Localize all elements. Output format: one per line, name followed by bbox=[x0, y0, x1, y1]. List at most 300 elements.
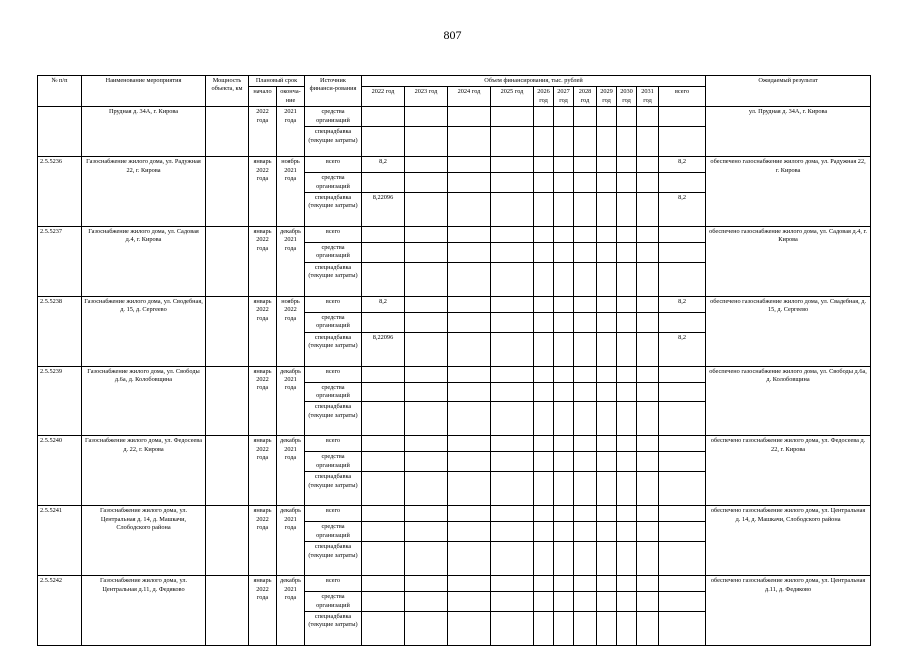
amount-cell bbox=[617, 227, 637, 243]
amount-cell bbox=[448, 611, 491, 645]
amount-cell bbox=[534, 382, 554, 402]
item-number bbox=[38, 107, 82, 157]
amount-cell bbox=[534, 402, 554, 436]
amount-cell bbox=[597, 262, 617, 296]
amount-cell bbox=[534, 243, 554, 263]
source-org: средства организаций bbox=[305, 522, 362, 542]
amount-cell bbox=[617, 332, 637, 366]
item-end: декабрь 2021 года bbox=[277, 366, 305, 436]
item-capacity bbox=[206, 227, 249, 297]
item-number: 2.5.5237 bbox=[38, 227, 82, 297]
page-number: 807 bbox=[443, 28, 462, 42]
amount-cell bbox=[637, 366, 659, 382]
amount-cell bbox=[554, 262, 574, 296]
amount-cell bbox=[637, 506, 659, 522]
amount-2022 bbox=[362, 522, 405, 542]
amount-cell bbox=[574, 382, 597, 402]
source-total: всего bbox=[305, 227, 362, 243]
item-end: ноябрь 2021 года bbox=[277, 157, 305, 227]
source-total: всего bbox=[305, 576, 362, 592]
header-year-total: всего bbox=[659, 87, 706, 107]
amount-cell bbox=[554, 366, 574, 382]
amount-cell bbox=[448, 332, 491, 366]
amount-cell bbox=[597, 332, 617, 366]
amount-total bbox=[659, 243, 706, 263]
amount-cell bbox=[554, 522, 574, 542]
amount-cell bbox=[405, 173, 448, 193]
amount-cell bbox=[491, 296, 534, 312]
header-year-2022: 2022 год bbox=[362, 87, 405, 107]
source-spec: спецнадбавка (текущие затраты) bbox=[305, 402, 362, 436]
table-row bbox=[38, 157, 871, 173]
item-start: январь 2022 года bbox=[249, 366, 277, 436]
amount-cell bbox=[597, 576, 617, 592]
amount-cell bbox=[574, 506, 597, 522]
source-spec: спецнадбавка (текущие затраты) bbox=[305, 193, 362, 227]
amount-cell bbox=[574, 262, 597, 296]
amount-cell bbox=[491, 227, 534, 243]
amount-cell bbox=[637, 127, 659, 157]
amount-cell bbox=[597, 436, 617, 452]
amount-cell bbox=[554, 193, 574, 227]
amount-cell bbox=[491, 402, 534, 436]
amount-cell bbox=[617, 243, 637, 263]
amount-cell bbox=[448, 452, 491, 472]
item-capacity bbox=[206, 366, 249, 436]
item-result: обеспечено газоснабжение жилого дома, ул. Центральная д.11, д. Федяково bbox=[706, 576, 871, 646]
amount-cell bbox=[554, 127, 574, 157]
amount-cell bbox=[637, 173, 659, 193]
amount-cell bbox=[534, 262, 554, 296]
source-org: средства организаций bbox=[305, 173, 362, 193]
amount-cell bbox=[448, 296, 491, 312]
amount-2022 bbox=[362, 382, 405, 402]
amount-cell bbox=[597, 452, 617, 472]
amount-2022 bbox=[362, 592, 405, 612]
amount-cell bbox=[574, 127, 597, 157]
amount-cell bbox=[597, 127, 617, 157]
source-spec: спецнадбавка (текущие затраты) bbox=[305, 127, 362, 157]
amount-cell bbox=[448, 506, 491, 522]
header-year-2030: 2030 год bbox=[617, 87, 637, 107]
amount-cell bbox=[554, 576, 574, 592]
amount-cell bbox=[637, 472, 659, 506]
amount-cell bbox=[491, 382, 534, 402]
amount-cell bbox=[637, 107, 659, 127]
amount-cell bbox=[597, 522, 617, 542]
amount-cell bbox=[448, 382, 491, 402]
amount-cell bbox=[534, 472, 554, 506]
amount-cell bbox=[597, 193, 617, 227]
amount-cell bbox=[617, 472, 637, 506]
amount-cell bbox=[491, 436, 534, 452]
amount-cell bbox=[554, 296, 574, 312]
amount-cell bbox=[534, 193, 554, 227]
source-org: средства организаций bbox=[305, 107, 362, 127]
amount-total bbox=[659, 262, 706, 296]
amount-cell bbox=[554, 382, 574, 402]
item-name: Газоснабжение жилого дома, ул. Свободы д.6а, д. Колобовщина bbox=[82, 366, 206, 436]
amount-cell bbox=[534, 173, 554, 193]
amount-cell bbox=[362, 127, 405, 157]
table-row bbox=[38, 576, 871, 592]
amount-2022 bbox=[362, 506, 405, 522]
item-end: декабрь 2021 года bbox=[277, 576, 305, 646]
amount-cell bbox=[554, 312, 574, 332]
header-year-2027: 2027 год bbox=[554, 87, 574, 107]
source-spec: спецнадбавка (текущие затраты) bbox=[305, 262, 362, 296]
amount-cell bbox=[597, 243, 617, 263]
table-row bbox=[38, 227, 871, 243]
amount-cell bbox=[574, 173, 597, 193]
amount-cell bbox=[574, 402, 597, 436]
amount-cell bbox=[574, 472, 597, 506]
source-spec: спецнадбавка (текущие затраты) bbox=[305, 542, 362, 576]
amount-cell bbox=[405, 382, 448, 402]
amount-cell bbox=[597, 107, 617, 127]
amount-cell bbox=[574, 107, 597, 127]
item-end: декабрь 2021 года bbox=[277, 436, 305, 506]
item-start: январь 2022 года bbox=[249, 576, 277, 646]
item-number: 2.5.5240 bbox=[38, 436, 82, 506]
amount-cell bbox=[597, 312, 617, 332]
amount-cell bbox=[534, 576, 554, 592]
amount-cell bbox=[617, 262, 637, 296]
item-result: обеспечено газоснабжение жилого дома, ул. Радужная 22, г. Кирова bbox=[706, 157, 871, 227]
amount-total: 8,2 bbox=[659, 296, 706, 312]
amount-2022 bbox=[362, 227, 405, 243]
amount-cell bbox=[448, 262, 491, 296]
item-number: 2.5.5238 bbox=[38, 296, 82, 366]
amount-cell bbox=[574, 576, 597, 592]
item-capacity bbox=[206, 576, 249, 646]
amount-cell bbox=[574, 611, 597, 645]
amount-2022 bbox=[362, 262, 405, 296]
amount-cell bbox=[405, 296, 448, 312]
amount-2022 bbox=[362, 173, 405, 193]
header-term-start: начало bbox=[249, 87, 277, 107]
amount-2022 bbox=[362, 436, 405, 452]
amount-cell bbox=[405, 506, 448, 522]
amount-cell bbox=[554, 157, 574, 173]
amount-2022 bbox=[362, 366, 405, 382]
amount-cell bbox=[448, 243, 491, 263]
amount-cell bbox=[617, 522, 637, 542]
amount-cell bbox=[448, 127, 491, 157]
header-year-2023: 2023 год bbox=[405, 87, 448, 107]
amount-total: 8,2 bbox=[659, 332, 706, 366]
amount-cell bbox=[491, 243, 534, 263]
amount-cell bbox=[405, 522, 448, 542]
amount-total bbox=[659, 436, 706, 452]
amount-cell bbox=[405, 592, 448, 612]
amount-cell bbox=[491, 472, 534, 506]
table-row bbox=[38, 436, 871, 452]
header-funding: Объем финансирования, тыс. рублей bbox=[362, 76, 706, 87]
amount-cell bbox=[617, 127, 637, 157]
amount-cell bbox=[534, 542, 554, 576]
amount-cell bbox=[637, 382, 659, 402]
amount-cell bbox=[405, 402, 448, 436]
item-result: обеспечено газоснабжение жилого дома, ул. Федосеева д. 22, г. Кирова bbox=[706, 436, 871, 506]
amount-cell bbox=[637, 262, 659, 296]
table-row bbox=[38, 366, 871, 382]
source-total: всего bbox=[305, 506, 362, 522]
amount-cell bbox=[597, 402, 617, 436]
amount-cell bbox=[617, 611, 637, 645]
item-result: обеспечено газоснабжение жилого дома, ул. Садовая д.4, г. Кирова bbox=[706, 227, 871, 297]
item-start: январь 2022 года bbox=[249, 506, 277, 576]
amount-cell bbox=[491, 576, 534, 592]
item-start: январь 2022 года bbox=[249, 157, 277, 227]
amount-cell bbox=[617, 592, 637, 612]
header-year-2028: 2028 год bbox=[574, 87, 597, 107]
amount-total bbox=[659, 452, 706, 472]
amount-cell bbox=[637, 452, 659, 472]
amount-2022: 8,2 bbox=[362, 296, 405, 312]
item-name: Прудная д. 34А, г. Кирова bbox=[82, 107, 206, 157]
amount-2022 bbox=[362, 312, 405, 332]
amount-cell bbox=[534, 506, 554, 522]
item-name: Газоснабжение жилого дома, ул. Федосеева д. 22, г. Кирова bbox=[82, 436, 206, 506]
amount-total bbox=[659, 227, 706, 243]
amount-cell bbox=[554, 452, 574, 472]
amount-cell bbox=[448, 522, 491, 542]
amount-cell bbox=[534, 157, 554, 173]
item-number: 2.5.5236 bbox=[38, 157, 82, 227]
amount-cell bbox=[637, 576, 659, 592]
amount-cell bbox=[597, 157, 617, 173]
amount-cell bbox=[574, 157, 597, 173]
amount-2022: 8,2 bbox=[362, 157, 405, 173]
item-result: обеспечено газоснабжение жилого дома, ул. Свадебная, д. 15, д. Сергеево bbox=[706, 296, 871, 366]
amount-cell bbox=[574, 227, 597, 243]
amount-cell bbox=[637, 542, 659, 576]
amount-cell bbox=[534, 436, 554, 452]
amount-cell bbox=[448, 227, 491, 243]
amount-cell bbox=[405, 332, 448, 366]
item-capacity bbox=[206, 436, 249, 506]
amount-cell bbox=[491, 592, 534, 612]
amount-cell bbox=[637, 243, 659, 263]
amount-cell bbox=[491, 173, 534, 193]
header-year-2031: 2031 год bbox=[637, 87, 659, 107]
source-org: средства организаций bbox=[305, 452, 362, 472]
amount-cell bbox=[617, 173, 637, 193]
amount-cell bbox=[491, 262, 534, 296]
amount-cell bbox=[574, 592, 597, 612]
amount-cell bbox=[448, 312, 491, 332]
amount-cell bbox=[534, 227, 554, 243]
header-term-end: оконча-ние bbox=[277, 87, 305, 107]
table-row bbox=[38, 107, 871, 127]
amount-cell bbox=[491, 193, 534, 227]
amount-cell bbox=[491, 332, 534, 366]
amount-cell bbox=[554, 332, 574, 366]
amount-cell bbox=[617, 382, 637, 402]
amount-cell bbox=[617, 366, 637, 382]
header-row-1 bbox=[38, 76, 871, 87]
amount-cell bbox=[534, 452, 554, 472]
item-result: обеспечено газоснабжение жилого дома, ул. Центральная д. 14, д. Машкачи, Слободского района bbox=[706, 506, 871, 576]
amount-cell bbox=[405, 366, 448, 382]
amount-total bbox=[659, 402, 706, 436]
header-year-2025: 2025 год bbox=[491, 87, 534, 107]
source-spec: спецнадбавка (текущие затраты) bbox=[305, 472, 362, 506]
header-year-2029: 2029 год bbox=[597, 87, 617, 107]
item-name: Газоснабжение жилого дома, ул. Садовая д.4, г. Кирова bbox=[82, 227, 206, 297]
amount-cell bbox=[637, 332, 659, 366]
amount-cell bbox=[405, 127, 448, 157]
amount-cell bbox=[491, 312, 534, 332]
amount-cell bbox=[617, 157, 637, 173]
amount-cell bbox=[597, 592, 617, 612]
amount-cell bbox=[617, 402, 637, 436]
source-org: средства организаций bbox=[305, 243, 362, 263]
item-capacity bbox=[206, 296, 249, 366]
amount-cell bbox=[617, 296, 637, 312]
amount-cell bbox=[554, 436, 574, 452]
amount-cell bbox=[405, 243, 448, 263]
amount-cell bbox=[448, 542, 491, 576]
amount-cell bbox=[534, 611, 554, 645]
header-year-2026: 2026 год bbox=[534, 87, 554, 107]
item-start: 2022 года bbox=[249, 107, 277, 157]
amount-total bbox=[659, 382, 706, 402]
amount-cell bbox=[574, 366, 597, 382]
item-end: ноябрь 2022 года bbox=[277, 296, 305, 366]
amount-cell bbox=[554, 611, 574, 645]
header-name: Наименование мероприятия bbox=[82, 76, 206, 107]
amount-2022 bbox=[362, 243, 405, 263]
amount-cell bbox=[534, 332, 554, 366]
amount-cell bbox=[491, 542, 534, 576]
amount-2022 bbox=[362, 402, 405, 436]
amount-cell bbox=[491, 452, 534, 472]
amount-cell bbox=[534, 127, 554, 157]
amount-cell bbox=[405, 107, 448, 127]
source-total: всего bbox=[305, 436, 362, 452]
amount-cell bbox=[405, 436, 448, 452]
amount-cell bbox=[405, 452, 448, 472]
amount-total: 8,2 bbox=[659, 157, 706, 173]
amount-cell bbox=[574, 243, 597, 263]
amount-cell bbox=[554, 542, 574, 576]
item-start: январь 2022 года bbox=[249, 227, 277, 297]
amount-cell bbox=[637, 227, 659, 243]
amount-cell bbox=[597, 296, 617, 312]
item-start: январь 2022 года bbox=[249, 436, 277, 506]
header-result: Ожидаемый результат bbox=[706, 76, 871, 107]
amount-cell bbox=[597, 173, 617, 193]
amount-cell bbox=[491, 157, 534, 173]
amount-cell bbox=[637, 193, 659, 227]
item-end: декабрь 2021 года bbox=[277, 227, 305, 297]
amount-cell bbox=[405, 157, 448, 173]
amount-cell bbox=[534, 312, 554, 332]
amount-total bbox=[659, 472, 706, 506]
amount-2022 bbox=[362, 542, 405, 576]
amount-2022 bbox=[362, 452, 405, 472]
amount-cell bbox=[534, 366, 554, 382]
amount-2022 bbox=[362, 611, 405, 645]
amount-cell bbox=[617, 452, 637, 472]
amount-2022: 8,22096 bbox=[362, 332, 405, 366]
header-year-2024: 2024 год bbox=[448, 87, 491, 107]
amount-cell bbox=[405, 576, 448, 592]
amount-total bbox=[659, 592, 706, 612]
amount-cell bbox=[574, 436, 597, 452]
amount-cell bbox=[362, 107, 405, 127]
amount-2022 bbox=[362, 472, 405, 506]
amount-total bbox=[659, 506, 706, 522]
amount-cell bbox=[554, 173, 574, 193]
amount-cell bbox=[554, 107, 574, 127]
amount-total bbox=[659, 542, 706, 576]
amount-total bbox=[659, 312, 706, 332]
amount-total: 8,2 bbox=[659, 193, 706, 227]
item-start: январь 2022 года bbox=[249, 296, 277, 366]
table-row bbox=[38, 506, 871, 522]
amount-cell bbox=[534, 592, 554, 612]
item-name: Газоснабжение жилого дома, ул. Сводебная, д. 15, д. Сергеево bbox=[82, 296, 206, 366]
amount-total bbox=[659, 576, 706, 592]
amount-cell bbox=[448, 592, 491, 612]
source-total: всего bbox=[305, 366, 362, 382]
item-number: 2.5.5239 bbox=[38, 366, 82, 436]
amount-2022: 8,22096 bbox=[362, 193, 405, 227]
amount-cell bbox=[491, 522, 534, 542]
source-org: средства организаций bbox=[305, 592, 362, 612]
amount-cell bbox=[637, 436, 659, 452]
item-result: ул. Прудная д. 34А, г. Кирова bbox=[706, 107, 871, 157]
amount-cell bbox=[405, 312, 448, 332]
amount-cell bbox=[617, 193, 637, 227]
amount-cell bbox=[491, 107, 534, 127]
item-capacity bbox=[206, 157, 249, 227]
amount-cell bbox=[554, 402, 574, 436]
amount-cell bbox=[554, 243, 574, 263]
source-total: всего bbox=[305, 157, 362, 173]
amount-total bbox=[659, 611, 706, 645]
header-num: № п/п bbox=[38, 76, 82, 107]
amount-cell bbox=[574, 296, 597, 312]
amount-cell bbox=[448, 173, 491, 193]
item-number: 2.5.5241 bbox=[38, 506, 82, 576]
amount-cell bbox=[597, 506, 617, 522]
amount-cell bbox=[617, 312, 637, 332]
item-name: Газоснабжение жилого дома, ул. Радужная 22, г. Кирова bbox=[82, 157, 206, 227]
amount-total bbox=[659, 173, 706, 193]
amount-cell bbox=[491, 611, 534, 645]
amount-cell bbox=[574, 332, 597, 366]
amount-cell bbox=[637, 611, 659, 645]
amount-cell bbox=[637, 402, 659, 436]
amount-cell bbox=[574, 522, 597, 542]
amount-cell bbox=[405, 542, 448, 576]
amount-cell bbox=[574, 542, 597, 576]
amount-cell bbox=[597, 472, 617, 506]
source-org: средства организаций bbox=[305, 382, 362, 402]
amount-cell bbox=[617, 506, 637, 522]
amount-cell bbox=[617, 542, 637, 576]
table-row bbox=[38, 296, 871, 312]
header-term: Плановый срок bbox=[249, 76, 305, 87]
amount-cell bbox=[448, 107, 491, 127]
item-end: 2021 года bbox=[277, 107, 305, 157]
amount-cell bbox=[617, 576, 637, 592]
source-total: всего bbox=[305, 296, 362, 312]
